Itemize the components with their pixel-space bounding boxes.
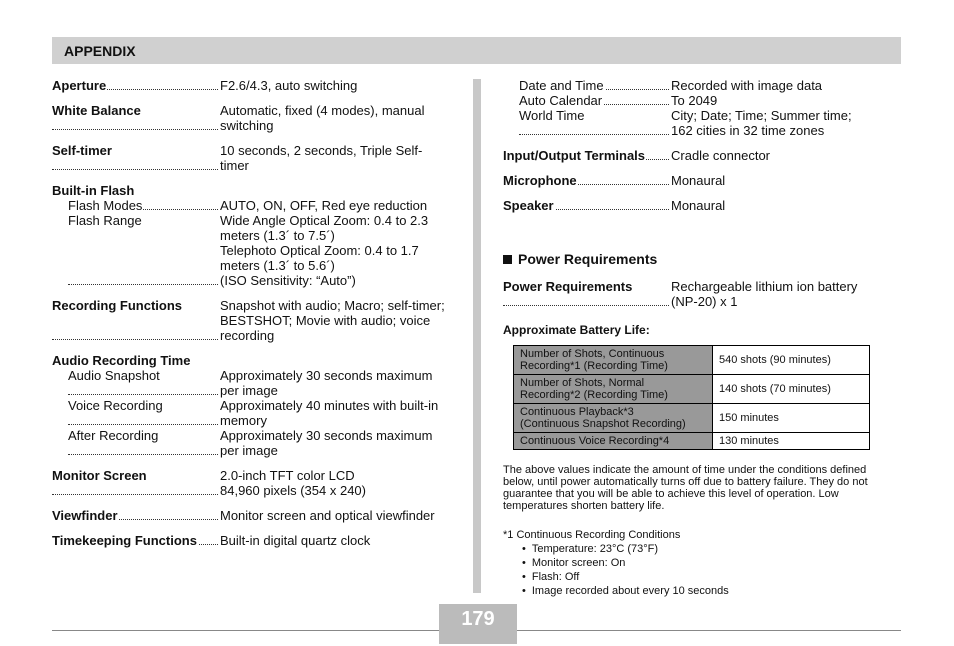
battery-life-heading: Approximate Battery Life:: [503, 323, 650, 337]
table-row: Number of Shots, Continuous Recording*1 (Recording Time) 540 shots (90 minutes): [514, 346, 870, 375]
spec-world-time: World Time City; Date; Time; Summer time; 162 cities in 32 time zones: [519, 108, 852, 138]
footnote: [503, 528, 903, 598]
spec-audio-snapshot: Audio Snapshot Approximately 30 seconds maximum per image: [68, 368, 433, 398]
spec-viewfinder: Viewfinder Monitor screen and optical viewfinder: [52, 508, 435, 523]
list-item: • Flash: Off: [503, 570, 903, 584]
right-column: [503, 78, 903, 598]
page-number: 179: [439, 604, 517, 644]
battery-note: The above values indicate the amount of time under the conditions defined below, until power automatically turns off due to battery failure. They do not guarantee that you will be able to achieve this level of operation. Low temperatures shorten battery life.: [503, 464, 868, 512]
spec-power-requirements: Power Requirements Rechargeable lithium ion battery (NP-20) x 1: [503, 279, 858, 309]
spec-after-recording: After Recording Approximately 30 seconds maximum per image: [68, 428, 433, 458]
left-column: [52, 78, 452, 548]
spec-monitor-screen: Monitor Screen 2.0-inch TFT color LCD 84,960 pixels (354 x 240): [52, 468, 366, 498]
table-row: Continuous Voice Recording*4 130 minutes: [514, 433, 870, 450]
header-title: APPENDIX: [64, 43, 136, 59]
spec-recording-functions: Recording Functions Snapshot with audio; Macro; self-timer; BESTSHOT; Movie with audio; voice recording: [52, 298, 445, 343]
square-bullet-icon: [503, 255, 512, 264]
list-item: • Image recorded about every 10 seconds: [503, 584, 903, 598]
list-item: • Monitor screen: On: [503, 556, 903, 570]
column-divider: [473, 79, 481, 593]
list-item: • Temperature: 23°C (73°F): [503, 542, 903, 556]
appendix-header: [52, 37, 901, 64]
battery-life-table: [513, 345, 870, 450]
spec-microphone: Microphone Monaural: [503, 173, 726, 188]
spec-io-terminals: Input/Output Terminals Cradle connector: [503, 148, 770, 163]
spec-voice-recording: Voice Recording Approximately 40 minutes with built-in memory: [68, 398, 439, 428]
spec-self-timer: Self-timer 10 seconds, 2 seconds, Triple Self- timer: [52, 143, 423, 173]
spec-flash-range: Flash Range Wide Angle Optical Zoom: 0.4 to 2.3 meters (1.3´ to 7.5´) Telephoto Optical Zoom: 0.4 to 1.7 meters (1.3´ to 5.6´) (ISO Sensitivity: “Auto”): [68, 213, 429, 288]
spec-timekeeping: Timekeeping Functions Built-in digital quartz clock: [52, 533, 371, 548]
footnote-title: *1 Continuous Recording Conditions: [503, 529, 681, 541]
table-row: Continuous Playback*3 (Continuous Snapshot Recording) 150 minutes: [514, 404, 870, 433]
spec-date-time: Date and Time Recorded with image data: [519, 78, 823, 93]
power-section-heading: Power Requirements: [503, 251, 903, 267]
flash-heading: Built-in Flash: [52, 183, 135, 198]
spec-auto-calendar: Auto Calendar To 2049: [519, 93, 718, 108]
spec-flash-modes: Flash Modes AUTO, ON, OFF, Red eye reduction: [68, 198, 428, 213]
spec-speaker: Speaker Monaural: [503, 198, 726, 213]
spec-white-balance: White Balance Automatic, fixed (4 modes), manual switching: [52, 103, 425, 133]
audio-heading: Audio Recording Time: [52, 353, 191, 368]
table-row: Number of Shots, Normal Recording*2 (Recording Time) 140 shots (70 minutes): [514, 375, 870, 404]
spec-aperture: Aperture F2.6/4.3, auto switching: [52, 78, 358, 93]
